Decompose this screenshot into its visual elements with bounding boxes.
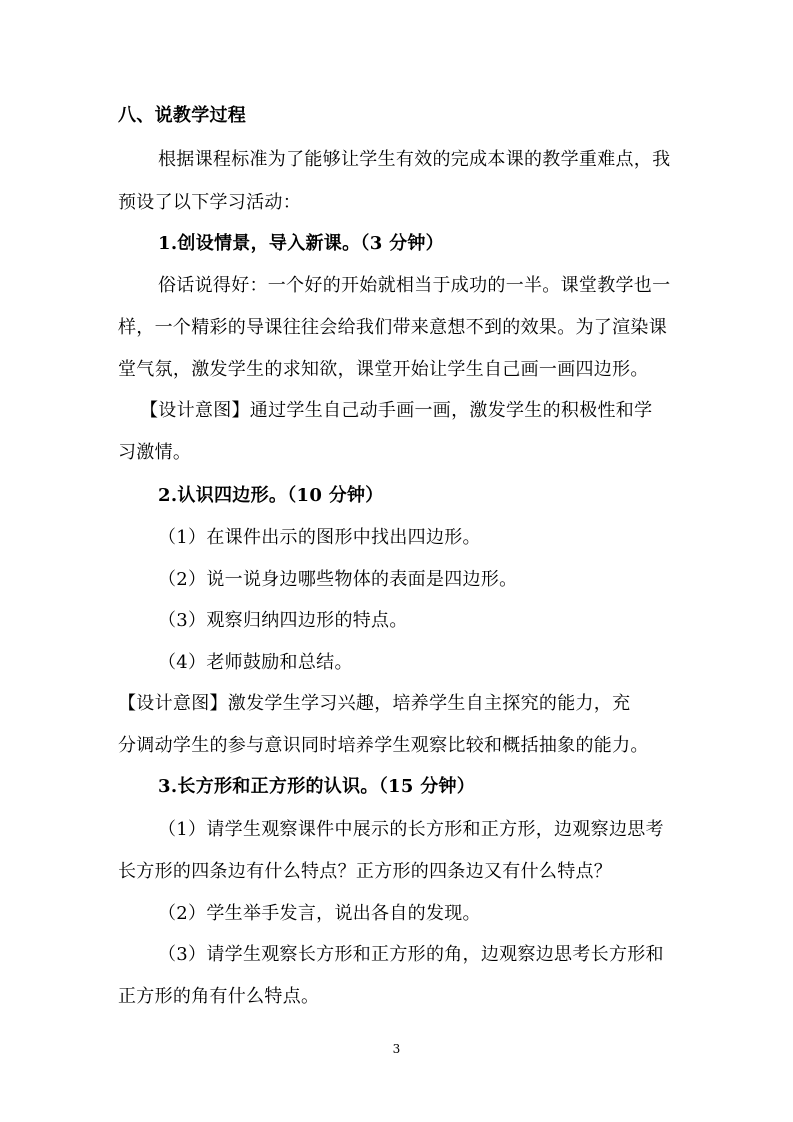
step1-body-line-1: 俗话说得好：一个好的开始就相当于成功的一半。课堂教学也一 [158, 275, 671, 296]
step2-item-2: （2）说一说身边哪些物体的表面是四边形。 [158, 569, 518, 590]
step2-heading: 2.认识四边形。（10 分钟） [158, 485, 384, 506]
step1-design-intent-line-1: 【设计意图】通过学生自己动手画一画，激发学生的积极性和学 [140, 400, 653, 421]
step1-heading: 1.创设情景，导入新课。（3 分钟） [158, 233, 444, 254]
step1-body-line-3: 堂气氛，激发学生的求知欲，课堂开始让学生自己画一画四边形。 [118, 359, 649, 380]
step3-item1-line-1: （1）请学生观察课件中展示的长方形和正方形，边观察边思考 [158, 819, 664, 840]
step3-heading: 3.长方形和正方形的认识。（15 分钟） [158, 776, 476, 797]
step1-design-intent-line-2: 习激情。 [118, 442, 192, 463]
step2-design-intent-line-1: 【设计意图】激发学生学习兴趣，培养学生自主探究的能力，充 [118, 693, 631, 714]
step2-item-4: （4）老师鼓励和总结。 [158, 652, 353, 673]
step2-item-1: （1）在课件出示的图形中找出四边形。 [158, 527, 481, 548]
intro-line-1: 根据课程标准为了能够让学生有效的完成本课的教学重难点，我 [158, 149, 671, 170]
page-number: 3 [392, 1042, 401, 1056]
step3-item2: （2）学生举手发言，说出各自的发现。 [158, 903, 481, 924]
step3-item3-line-2: 正方形的角有什么特点。 [118, 986, 320, 1007]
step3-item3-line-1: （3）请学生观察长方形和正方形的角，边观察边思考长方形和 [158, 944, 664, 965]
section-heading: 八、说教学过程 [118, 105, 247, 126]
step2-item-3: （3）观察归纳四边形的特点。 [158, 610, 408, 631]
step3-item1-line-2: 长方形的四条边有什么特点？正方形的四条边又有什么特点？ [118, 861, 613, 882]
step2-design-intent-line-2: 分调动学生的参与意识同时培养学生观察比较和概括抽象的能力。 [118, 735, 649, 756]
intro-line-2: 预设了以下学习活动： [118, 192, 301, 213]
step1-body-line-2: 样，一个精彩的导课往往会给我们带来意想不到的效果。为了渲染课 [118, 317, 667, 338]
